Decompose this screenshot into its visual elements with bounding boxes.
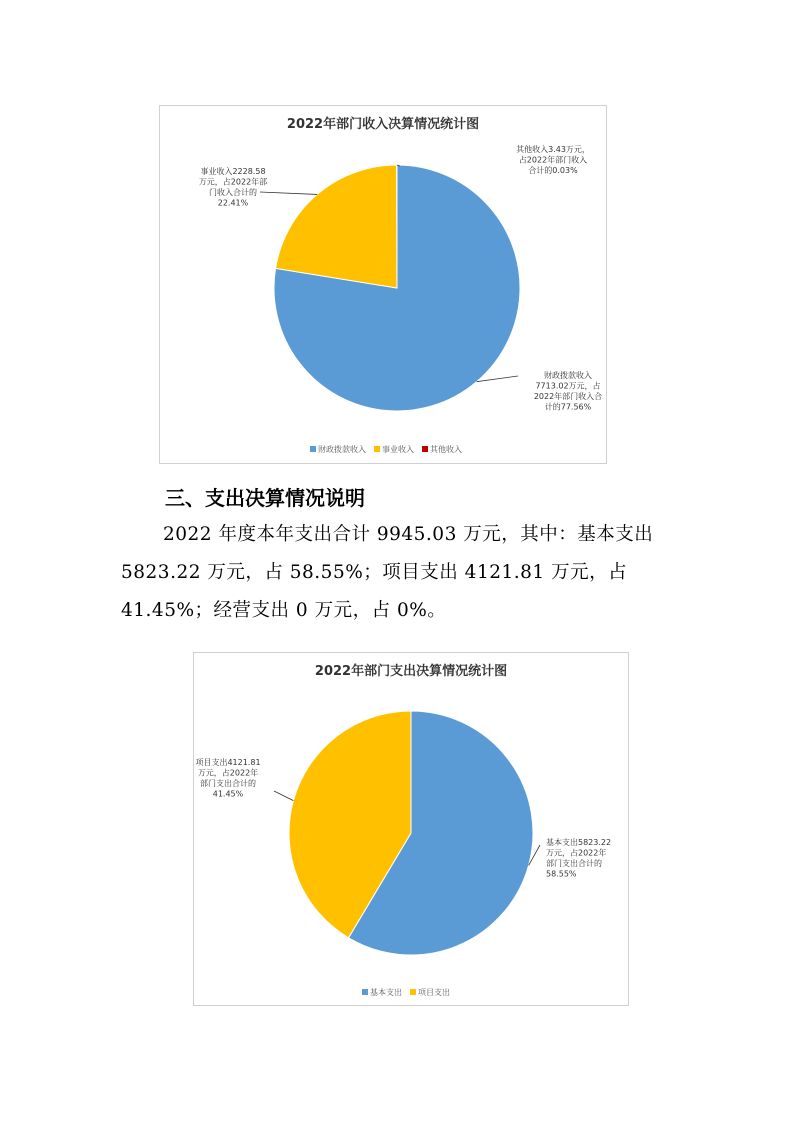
expenditure-pie-chart: [193, 652, 629, 1006]
income-pie-chart: [159, 105, 607, 464]
paragraph-text: 2022 年度本年支出合计 9945.03 万元，其中：基本支出 5823.22 万元，占 58.55%；项目支出 4121.81 万元，占 41.45%；经营支出 0 万元，占 0%。: [121, 524, 654, 621]
data-label-0: 基本支出5823.22 万元，占2022年部门支出合计的 58.55%: [546, 838, 612, 879]
legend-swatch-2: [422, 446, 428, 452]
legend-label-2: 其他收入: [430, 445, 462, 454]
legend-swatch-1: [410, 989, 416, 995]
income-pie-svg: [160, 106, 606, 463]
legend-label-0: 基本支出: [370, 988, 402, 997]
expenditure-paragraph: [121, 516, 673, 630]
data-label-1: 事业收入2228.58 万元，占2022年部门收入合计的 22.41%: [198, 167, 268, 208]
leader-line-0: [477, 376, 518, 382]
pie-slice-1: [276, 165, 397, 288]
legend-label-1: 项目支出: [418, 988, 450, 997]
chart-title: 2022年部门支出决算情况统计图: [314, 664, 508, 679]
leader-line-1: [274, 791, 293, 801]
legend-label-1: 事业收入: [382, 445, 414, 454]
chart-title: 2022年部门收入决算情况统计图: [286, 117, 480, 132]
legend-label-0: 财政拨款收入: [318, 445, 366, 454]
leader-line-1: [260, 192, 317, 194]
expenditure-pie-svg: [194, 653, 628, 1005]
data-label-1: 项目支出4121.81 万元，占2022年部门支出合计的 41.45%: [195, 758, 261, 799]
section-heading: 三、支出决算情况说明: [165, 486, 365, 510]
data-label-0: 财政拨款收入 7713.02万元，占 2022年部门收入合计的77.56%: [533, 371, 603, 412]
data-label-2: 其他收入3.43万元，占2022年部门收入合计的0.03%: [516, 145, 590, 175]
legend-swatch-1: [374, 446, 380, 452]
legend-swatch-0: [362, 989, 368, 995]
legend-swatch-0: [310, 446, 316, 452]
